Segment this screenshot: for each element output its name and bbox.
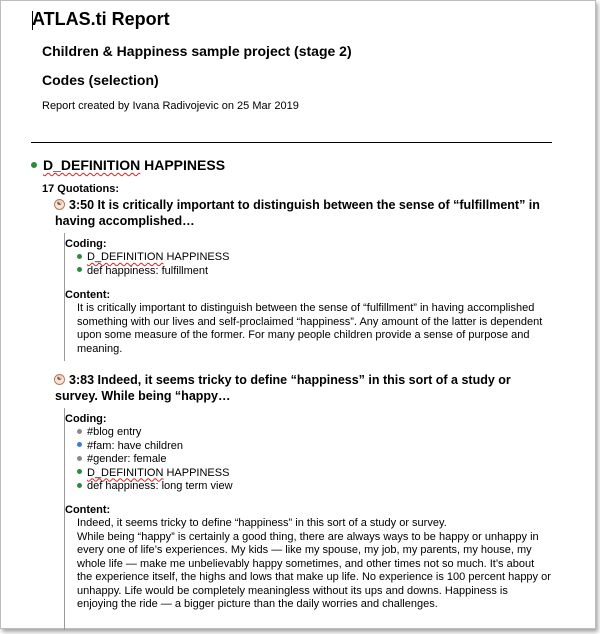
quotation-content: It is critically important to distinguish between the sense of “fulfillment” in having accomplished something with our lives and self-proclaimed “happiness”. Any amount of the latter is dependent upon some measure of the former. For many people children provide a sense of purpose and meaning. bbox=[77, 302, 543, 355]
code-name: #fam: have children bbox=[87, 439, 183, 452]
code-name-suffix: HAPPINESS bbox=[140, 157, 226, 173]
code-name-prefix: D_DEFINITION bbox=[87, 466, 164, 479]
content-line: Indeed, it seems tricky to define “happiness” in this sort of a study or survey. bbox=[77, 517, 447, 529]
code-name-suffix: HAPPINESS bbox=[163, 466, 230, 479]
content-label: Content: bbox=[65, 289, 111, 301]
quotation-icon: ☯ bbox=[54, 374, 65, 385]
code-name-suffix: HAPPINESS bbox=[163, 251, 230, 263]
code-list-item bbox=[77, 251, 229, 265]
code-list bbox=[77, 251, 229, 278]
code-name: #blog entry bbox=[87, 426, 142, 438]
code-dot-icon bbox=[31, 162, 37, 168]
code-list-item bbox=[77, 265, 229, 279]
quotation-title: 3:50 It is critically important to distinguish between the sense of “fulfillment” in having accomplished… bbox=[55, 198, 540, 228]
code-list bbox=[77, 426, 233, 494]
code-dot-icon bbox=[77, 469, 82, 474]
code-name-prefix: D_DEFINITION bbox=[43, 157, 141, 173]
section-title: Codes (selection) bbox=[42, 72, 159, 88]
code-list-item bbox=[77, 426, 233, 440]
quotation-title: 3:83 Indeed, it seems tricky to define “happiness” in this sort of a study or survey. While being “happy… bbox=[55, 373, 511, 403]
code-name-prefix: D_DEFINITION bbox=[87, 251, 164, 263]
code-list-item bbox=[77, 480, 233, 494]
coding-label: Coding: bbox=[65, 238, 107, 250]
content-label: Content: bbox=[65, 504, 111, 516]
code-name: def happiness: fulfillment bbox=[87, 264, 209, 277]
project-title: Children & Happiness sample project (stage 2) bbox=[42, 43, 352, 59]
code-list-item bbox=[77, 467, 233, 481]
code-dot-icon bbox=[77, 456, 82, 461]
code-dot-icon bbox=[77, 254, 82, 259]
content-line: While being “happy” is certainly a good thing, there are always ways to be happy or unhappy in every one of life’s experiences. My kids — like my spouse, my job, my parents, my house, my whole life — make me unbelievably happy sometimes, and other times not so much. It’s about the experience itself, the highs and lows that make up life. No experience is 100 percent happy or unhappy. Life would be completely meaningless without its ups and downs. Happiness is enjoying the ride — a bigger picture than the daily worries and challenges. bbox=[77, 530, 551, 610]
report-title: ATLAS.ti Report bbox=[32, 9, 170, 29]
quotation-count: 17 Quotations: bbox=[42, 183, 120, 195]
code-name: def happiness: long term view bbox=[87, 480, 233, 492]
code-dot-icon bbox=[77, 429, 82, 434]
code-dot-icon bbox=[77, 483, 82, 488]
code-dot-icon bbox=[77, 267, 82, 272]
code-list-item bbox=[77, 440, 233, 454]
header-divider bbox=[31, 142, 552, 143]
code-list-item bbox=[77, 453, 233, 467]
coding-label: Coding: bbox=[65, 413, 107, 425]
code-name: #gender: female bbox=[87, 453, 167, 465]
quotation-content bbox=[77, 517, 551, 612]
code-heading bbox=[31, 157, 225, 173]
quotation-bracket bbox=[64, 408, 65, 630]
quotation-icon: ☯ bbox=[54, 199, 65, 210]
code-dot-icon bbox=[77, 442, 82, 447]
report-created-line: Report created by Ivana Radivojevic on 25 Mar 2019 bbox=[42, 100, 299, 112]
